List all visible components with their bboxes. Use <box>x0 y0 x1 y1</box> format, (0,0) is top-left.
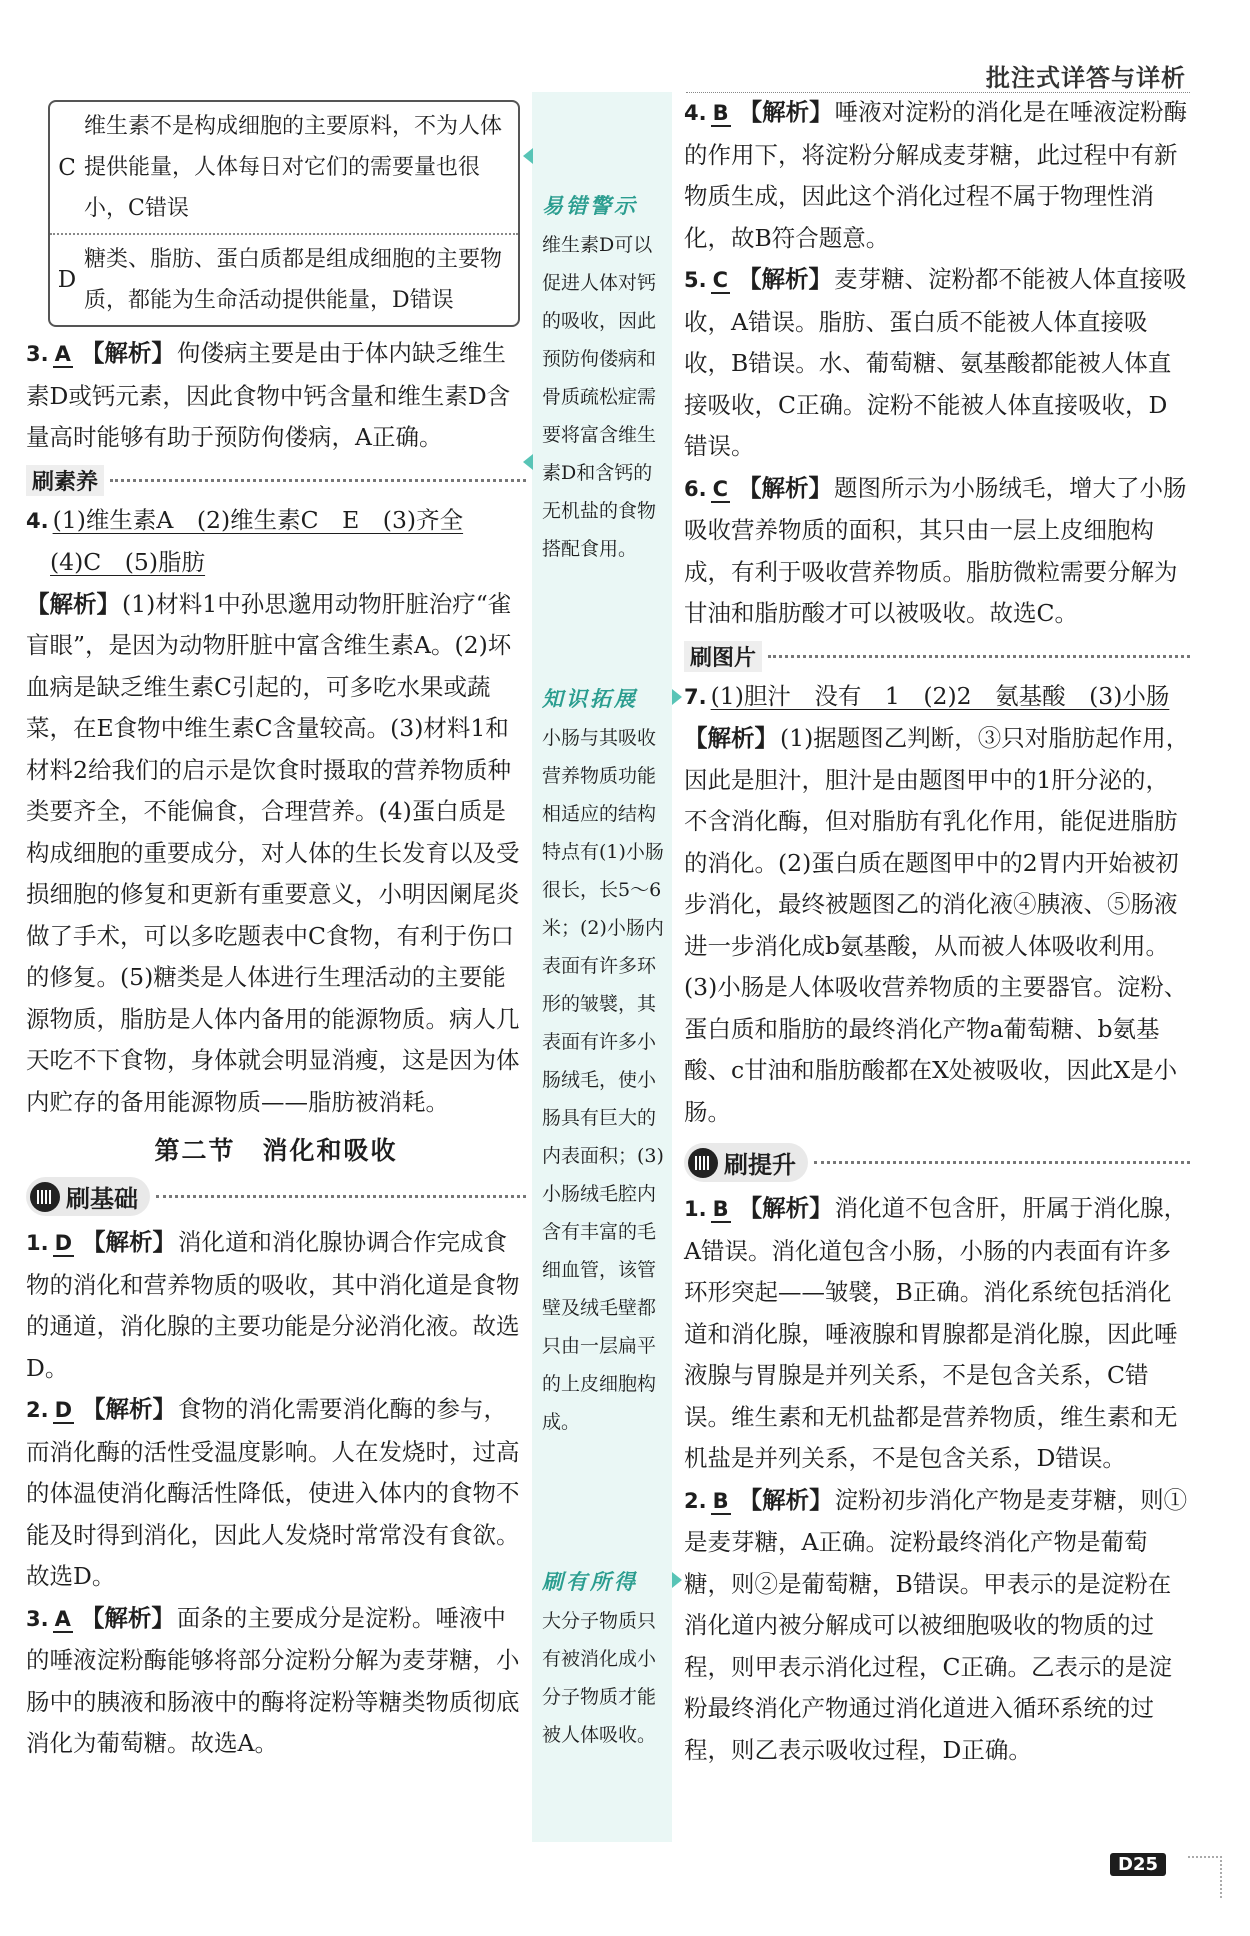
side-box-extension <box>532 677 672 1441</box>
section-header-images <box>684 641 1190 672</box>
section-label: 刷素养 <box>26 465 104 496</box>
answer-choice: B <box>712 1488 729 1513</box>
answer-choice: A <box>54 342 71 366</box>
answer-choice: D <box>54 1231 73 1255</box>
question-number: 3. <box>26 342 49 366</box>
option-key: D <box>57 267 77 293</box>
side-box-title: 易错警示 <box>542 193 638 218</box>
side-box-text: 维生素D可以促进人体对钙的吸收，因此预防佝偻病和骨质疏松症需要将富含维生素D和含钙的无机盐的食物搭配食用。 <box>542 234 657 560</box>
question-number: 1. <box>26 1231 49 1255</box>
question-number: 6. <box>684 476 707 501</box>
answer-item-4a-line2 <box>26 542 526 584</box>
answer-line-2: (4)C (5)脂肪 <box>50 548 206 576</box>
analysis-tag: 【解析】 <box>26 589 120 618</box>
badge-header-basics <box>26 1177 526 1216</box>
side-box-title: 刷有所得 <box>542 1569 638 1594</box>
analysis-tag: 【解析】 <box>738 1194 833 1222</box>
answer-choice: B <box>712 1197 729 1221</box>
analysis-tag: 【解析】 <box>80 339 175 367</box>
answer-choice: C <box>712 268 729 292</box>
analysis-text: 麦芽糖、淀粉都不能被人体直接吸收，A错误。脂肪、蛋白质不能被人体直接吸收，B错误。水、葡萄糖、氨基酸都能被人体直接吸收，C正确。淀粉不能被人体直接吸收，D错误。 <box>684 265 1187 460</box>
answer-item-7 <box>684 676 1190 719</box>
answer-line-1: (1)胆汁 没有 1 (2)2 氨基酸 (3)小肠 <box>710 681 1170 710</box>
question-number: 2. <box>684 1488 707 1513</box>
analysis-text: 消化道和消化腺协调合作完成食物的消化和营养物质的吸收，其中消化道是食物的通道，消化腺的主要功能是分泌消化液。故选D。 <box>26 1228 520 1382</box>
arrow-right-icon <box>672 1572 682 1588</box>
brush-icon <box>30 1182 60 1212</box>
arrow-left-icon <box>523 454 533 470</box>
analysis-text: 面条的主要成分是淀粉。唾液中的唾液淀粉酶能够将部分淀粉分解为麦芽糖，小肠中的胰液和肠液中的酶将淀粉等糖类物质彻底消化为葡萄糖。故选A。 <box>26 1603 520 1757</box>
arrow-right-icon <box>672 689 682 705</box>
option-text: 糖类、脂肪、蛋白质都是组成细胞的主要物质，都能为生命活动提供能量，D错误 <box>84 247 503 313</box>
answer-item-4a <box>26 500 526 543</box>
analysis-text: 唾液对淀粉的消化是在唾液淀粉酶的作用下，将淀粉分解成麦芽糖，此过程中有新物质生成，因此这个消化过程不属于物理性消化，故B符合题意。 <box>684 98 1188 252</box>
side-box-mistake <box>532 184 672 568</box>
answer-item-2b <box>684 1480 1190 1772</box>
option-text: 维生素不是构成细胞的主要原料，不为人体提供能量，人体每日对它们的需要量也很小，C错误 <box>84 114 503 221</box>
question-number: 4. <box>684 101 707 125</box>
left-column <box>26 100 526 1765</box>
answer-item-2 <box>26 1389 526 1598</box>
question-number: 7. <box>684 684 707 709</box>
section-label: 刷图片 <box>684 641 762 672</box>
answer-item-6 <box>684 468 1190 635</box>
badge <box>684 1143 808 1182</box>
answer-item-5 <box>684 259 1190 468</box>
question-number: 3. <box>26 1606 49 1631</box>
analysis-7 <box>684 718 1190 1133</box>
answer-item-1b <box>684 1188 1190 1480</box>
question-number: 4. <box>26 508 49 533</box>
question-number: 5. <box>684 268 707 292</box>
answer-item-1 <box>26 1222 526 1389</box>
arrow-left-icon <box>523 148 533 164</box>
analysis-tag: 【解析】 <box>738 1485 833 1514</box>
side-box-title: 知识拓展 <box>542 686 638 711</box>
side-box-text: 小肠与其吸收营养物质功能相适应的结构特点有(1)小肠很长，长5～6米；(2)小肠内表面有许多环形的皱襞，其表面有许多小肠绒毛，使小肠具有巨大的内表面积；(3)小肠绒毛腔内含有丰富的毛细血管，该管壁及绒毛壁都只由一层扁平的上皮细胞构成。 <box>542 727 664 1433</box>
badge-header-advance <box>684 1143 1190 1182</box>
side-box-takeaway <box>532 1560 672 1754</box>
side-box-text: 大分子物质只有被消化成小分子物质才能被人体吸收。 <box>542 1610 657 1746</box>
brush-icon <box>688 1148 718 1178</box>
analysis-text: (1)材料1中孙思邈用动物肝脏治疗“雀盲眼”，是因为动物肝脏中富含维生素A。(2)坏血病是缺乏维生素C引起的，可多吃水果或蔬菜，在E食物中维生素C含量较高。(3)材料1和材料2给我们的启示是饮食时摄取的营养物质种类要齐全，不能偏食，合理营养。(4)蛋白质是构成细胞的重要成分，对人体的生长发育以及受损细胞的修复和更新有重要意义，小明因阑尾炎做了手术，可以多吃题表中C食物，有利于伤口的修复。(5)糖类是人体进行生理活动的主要能源物质，脂肪是人体内备用的能源物质。病人几天吃不下食物，身体就会明显消瘦，这是因为体内贮存的备用能源物质——脂肪被消耗。 <box>26 589 520 1116</box>
right-column <box>684 92 1190 1771</box>
analysis-tag: 【解析】 <box>738 265 833 293</box>
answer-choice: B <box>712 101 729 125</box>
option-row-d <box>50 233 518 325</box>
analysis-tag: 【解析】 <box>82 1395 177 1423</box>
analysis-tag: 【解析】 <box>684 724 778 752</box>
answer-line-1: (1)维生素A (2)维生素C E (3)齐全 <box>52 505 464 534</box>
section-dots <box>768 655 1190 658</box>
analysis-tag: 【解析】 <box>738 98 833 126</box>
answer-item-4b <box>684 92 1190 259</box>
analysis-4a <box>26 584 526 1124</box>
analysis-text: 佝偻病主要是由于体内缺乏维生素D或钙元素，因此食物中钙含量和维生素D含量高时能够有助于预防佝偻病，A正确。 <box>26 339 511 451</box>
question-number: 1. <box>684 1197 707 1221</box>
section-dots <box>156 1195 526 1198</box>
corner-mark <box>1188 1856 1222 1898</box>
answer-item-3a <box>26 333 526 459</box>
badge-label: 刷基础 <box>66 1185 138 1213</box>
analysis-text: 淀粉初步消化产物是麦芽糖，则①是麦芽糖，A正确。淀粉最终消化产物是葡萄糖，则②是葡萄糖，B错误。甲表示的是淀粉在消化道内被分解成可以被细胞吸收的物质的过程，则甲表示消化过程，C正确。乙表示的是淀粉最终消化产物通过消化道进入循环系统的过程，则乙表示吸收过程，D正确。 <box>684 1485 1188 1764</box>
answer-choice: C <box>712 476 729 501</box>
page-header-title: 批注式详答与详析 <box>986 64 1186 92</box>
section-title: 第二节 消化和吸收 <box>154 1136 398 1165</box>
answer-choice: D <box>54 1398 73 1422</box>
analysis-text: 消化道不包含肝，肝属于消化腺，A错误。消化道包含小肠，小肠的内表面有许多环形突起——皱襞，B正确。消化系统包括消化道和消化腺，唾液腺和胃腺都是消化腺，因此唾液腺与胃腺是并列关系，不是包含关系，C错误。维生素和无机盐都是营养物质，维生素和无机盐是并列关系，不是包含关系，D错误。 <box>684 1194 1188 1472</box>
analysis-tag: 【解析】 <box>738 473 833 502</box>
analysis-text: 题图所示为小肠绒毛，增大了小肠吸收营养物质的面积，其只由一层上皮细胞构成，有利于吸收营养物质。脂肪微粒需要分解为甘油和脂肪酸才可以被吸收。故选C。 <box>684 473 1187 627</box>
badge-label: 刷提升 <box>724 1151 796 1179</box>
option-key: C <box>58 154 76 181</box>
question-number: 2. <box>26 1398 49 1422</box>
answer-choice: A <box>54 1606 71 1631</box>
option-table <box>48 100 520 327</box>
page-number: D25 <box>1110 1853 1166 1876</box>
section-dots <box>814 1161 1190 1164</box>
analysis-text: 食物的消化需要消化酶的参与，而消化酶的活性受温度影响。人在发烧时，过高的体温使消化酶活性降低，使进入体内的食物不能及时得到消化，因此人发烧时常常没有食欲。故选D。 <box>26 1395 520 1590</box>
analysis-tag: 【解析】 <box>80 1603 175 1632</box>
badge <box>26 1177 150 1216</box>
section-header-literacy <box>26 465 526 496</box>
side-notes-column <box>532 92 672 1842</box>
analysis-text: (1)据题图乙判断，③只对脂肪起作用，因此是胆汁，胆汁是由题图甲中的1肝分泌的，不含消化酶，但对脂肪有乳化作用，能促进脂肪的消化。(2)蛋白质在题图甲中的2胃内开始被初步消化，最终被题图乙的消化液④胰液、⑤肠液进一步消化成b氨基酸，从而被人体吸收利用。(3)小肠是人体吸收营养物质的主要器官。淀粉、蛋白质和脂肪的最终消化产物a葡萄糖、b氨基酸、c甘油和脂肪酸都在X处被吸收，因此X是小肠。 <box>684 724 1190 1126</box>
option-row-c <box>50 102 518 233</box>
answer-item-3b <box>26 1598 526 1765</box>
analysis-tag: 【解析】 <box>82 1228 177 1256</box>
section-dots <box>110 479 526 482</box>
